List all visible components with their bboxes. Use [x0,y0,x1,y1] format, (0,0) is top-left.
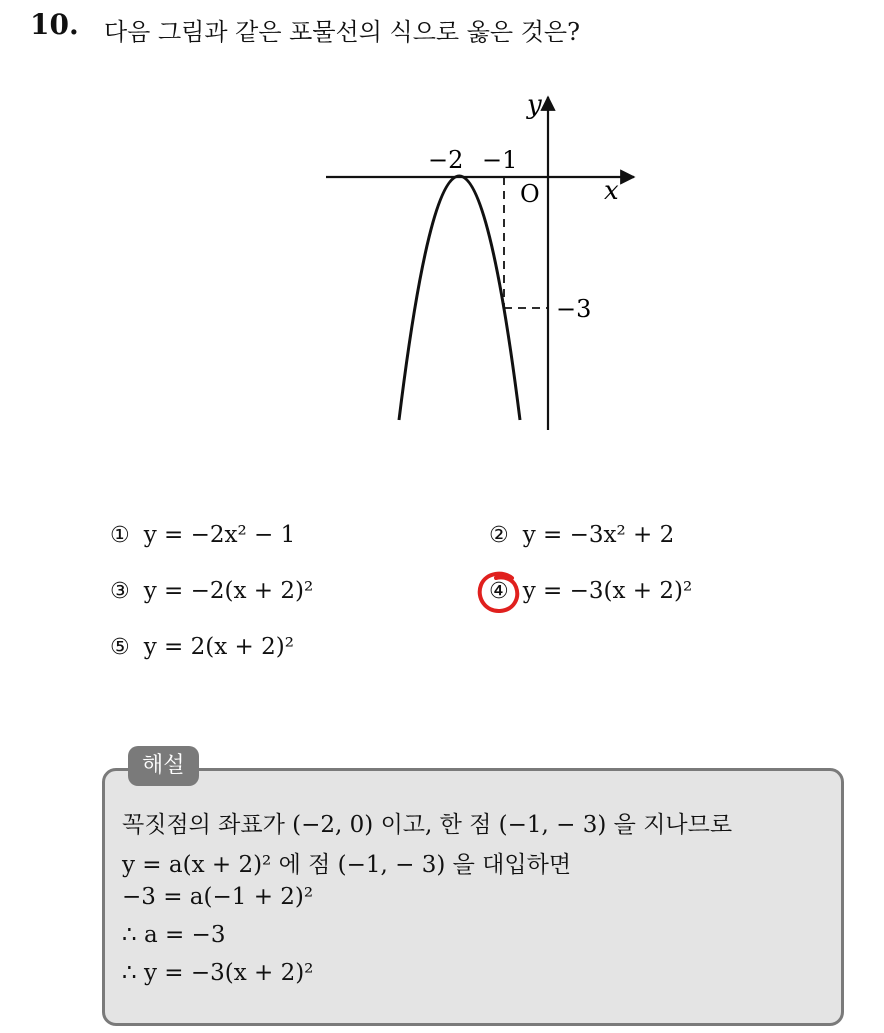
answer-circle-mark [474,568,524,618]
y-axis-label: y [527,90,542,120]
choice-equation: y = −2x² − 1 [143,522,296,548]
solution-line: ∴ y = −3(x + 2)² [122,960,314,986]
question-text: 다음 그림과 같은 포물선의 식으로 옳은 것은? [104,18,580,46]
tick-label-neg2: −2 [428,146,464,174]
choice-3[interactable] [110,578,313,604]
solution-tag: 해설 [128,746,199,786]
solution-line: y = a(x + 2)² 에 점 (−1, − 3) 을 대입하면 [122,852,572,878]
choice-number: ③ [110,578,130,604]
choice-2[interactable] [489,522,674,548]
choice-number: ⑤ [110,634,130,660]
choice-equation: y = −2(x + 2)² [143,578,314,604]
solution-line: ∴ a = −3 [122,922,226,948]
x-axis-label: x [604,176,619,206]
choice-number: ② [489,522,509,548]
tick-label-neg1: −1 [482,146,518,174]
choice-number: ① [110,522,130,548]
parabola-graph [0,0,884,460]
tick-label-neg3: −3 [556,295,592,323]
choice-equation: y = −3x² + 2 [522,522,675,548]
choice-number: ④ [489,578,509,604]
question-number: 10. [30,8,79,41]
origin-label: O [520,180,540,208]
choice-5[interactable] [110,634,294,660]
solution-line: 꼭짓점의 좌표가 (−2, 0) 이고, 한 점 (−1, − 3) 을 지나므로 [122,812,733,838]
choice-1[interactable] [110,522,295,548]
solution-line: −3 = a(−1 + 2)² [122,884,314,910]
choice-equation: y = −3(x + 2)² [522,578,693,604]
choice-equation: y = 2(x + 2)² [143,634,294,660]
parabola-curve [399,176,520,420]
